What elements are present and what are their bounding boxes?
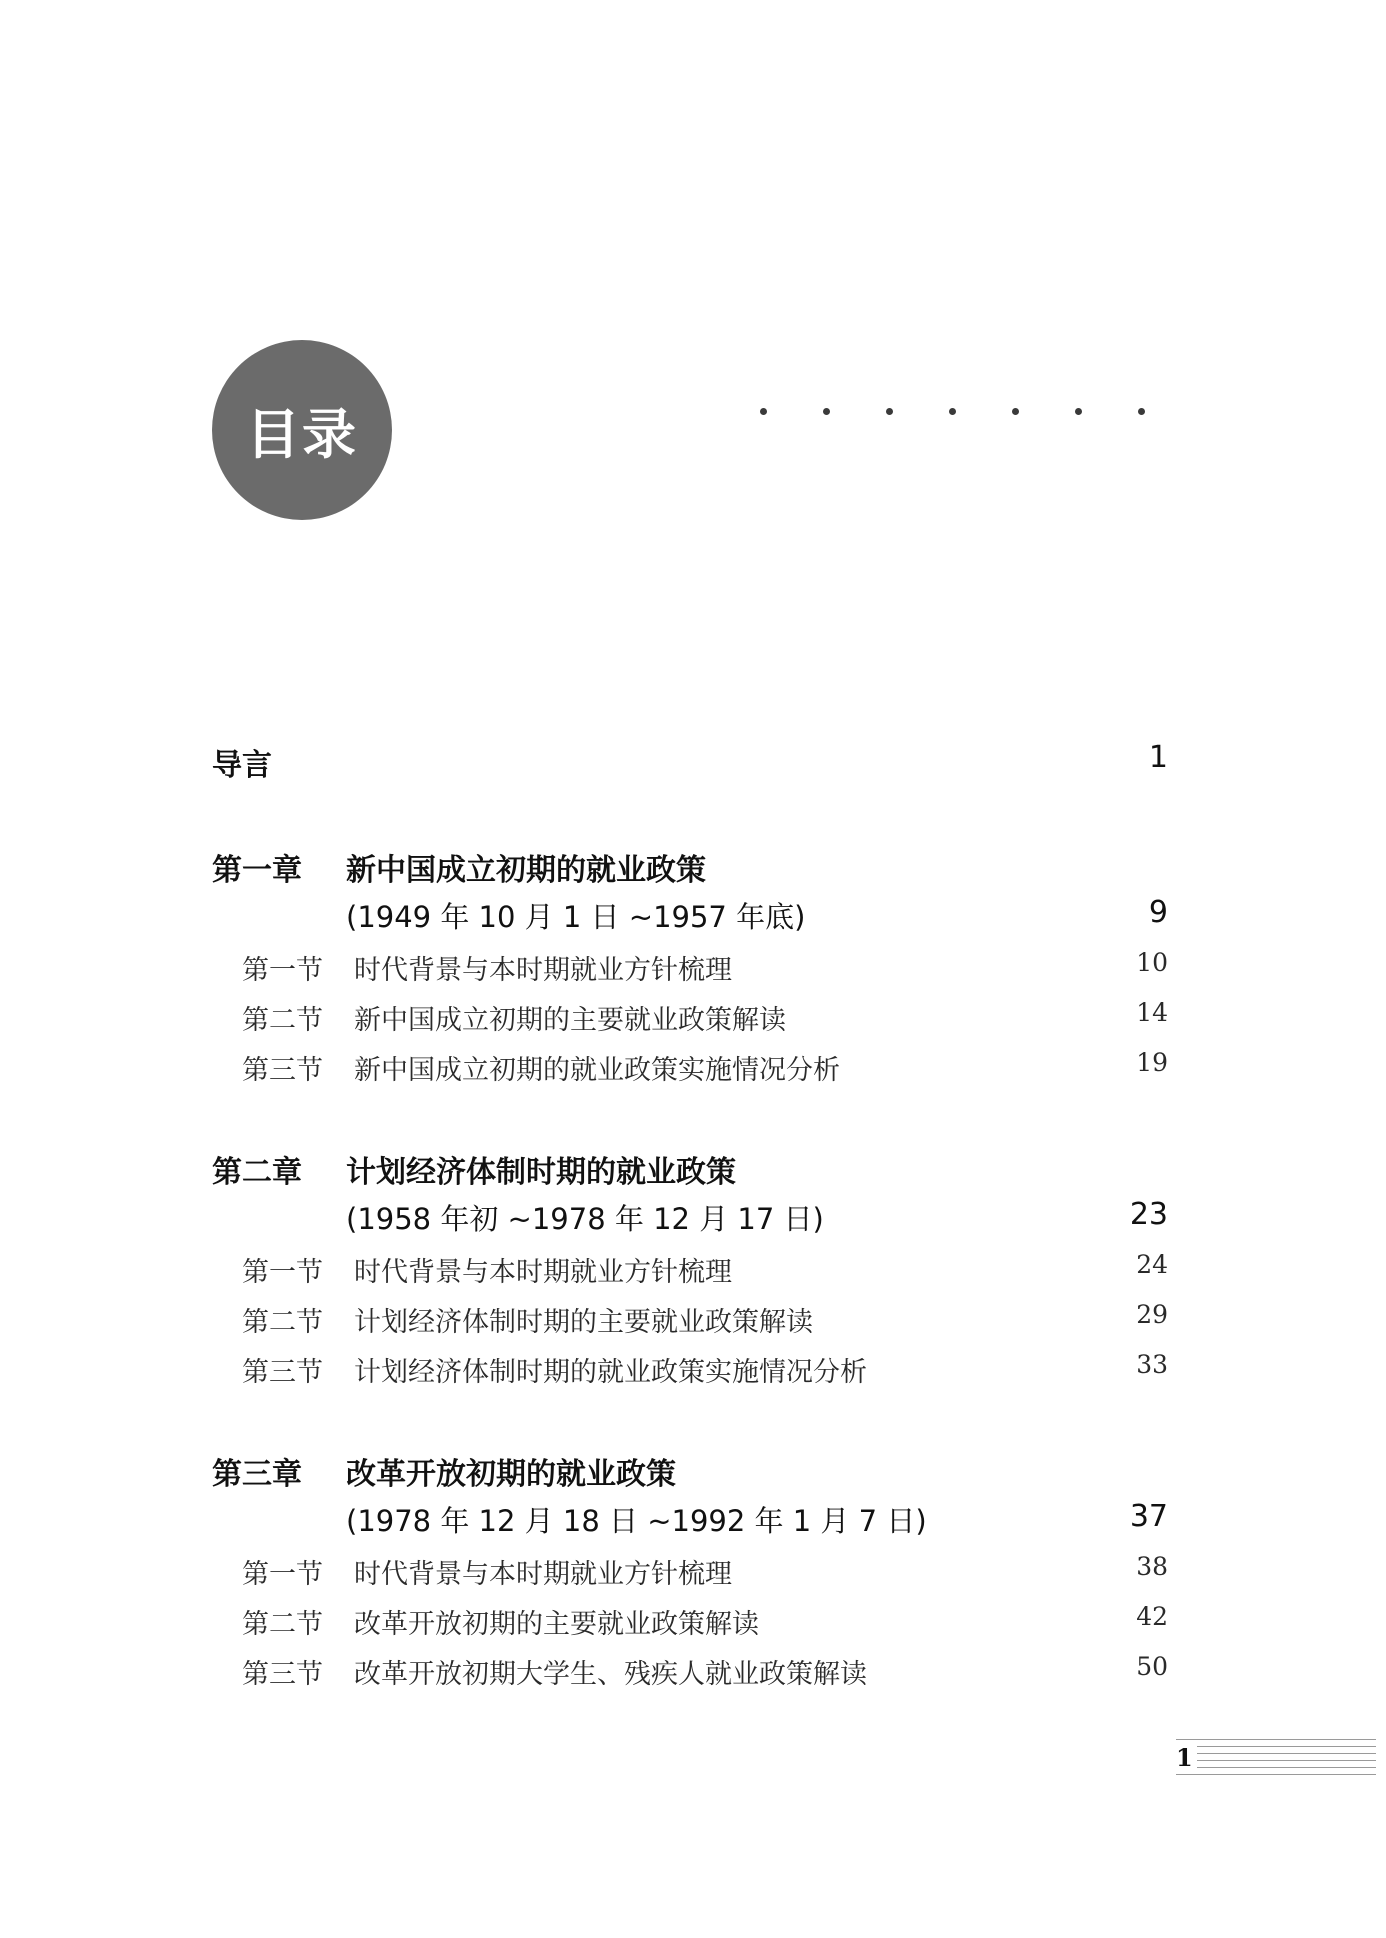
page-footer <box>1176 1737 1376 1777</box>
section-title: 新中国成立初期的主要就业政策解读 <box>354 1005 786 1036</box>
toc-title-badge <box>212 340 392 520</box>
section-label: 第一节 <box>242 955 323 986</box>
section-label: 第三节 <box>242 1055 323 1086</box>
section-page: 14 <box>1136 998 1168 1027</box>
section-label: 第一节 <box>242 1257 323 1288</box>
footer-rule <box>1176 1767 1376 1768</box>
section-page: 19 <box>1136 1048 1168 1077</box>
footer-rule <box>1176 1753 1376 1754</box>
section-title: 改革开放初期的主要就业政策解读 <box>354 1609 759 1640</box>
dot <box>1012 408 1019 415</box>
chapter-label: 第一章 <box>212 853 302 888</box>
intro-title: 导言 <box>212 748 272 783</box>
dot <box>1075 408 1082 415</box>
dot <box>760 408 767 415</box>
section-label: 第一节 <box>242 1559 323 1590</box>
dot <box>886 408 893 415</box>
section-label: 第三节 <box>242 1659 323 1690</box>
toc-title: 目录 <box>246 401 358 466</box>
section-page: 24 <box>1136 1250 1168 1279</box>
section-title: 时代背景与本时期就业方针梳理 <box>354 1257 732 1288</box>
dot <box>949 408 956 415</box>
chapter-title: 新中国成立初期的就业政策 <box>346 853 706 888</box>
chapter-page: 37 <box>1129 1499 1168 1534</box>
section-title: 时代背景与本时期就业方针梳理 <box>354 1559 732 1590</box>
chapter-page: 23 <box>1129 1197 1168 1232</box>
section-label: 第三节 <box>242 1357 323 1388</box>
footer-rule-lines <box>1176 1737 1376 1777</box>
dot <box>1138 408 1145 415</box>
section-label: 第二节 <box>242 1005 323 1036</box>
page-number: 1 <box>1176 1743 1197 1772</box>
decorative-dots <box>760 408 1160 428</box>
section-title: 计划经济体制时期的主要就业政策解读 <box>354 1307 813 1338</box>
chapter-label: 第三章 <box>212 1457 302 1492</box>
chapter-label: 第二章 <box>212 1155 302 1190</box>
section-page: 29 <box>1136 1300 1168 1329</box>
section-title: 计划经济体制时期的就业政策实施情况分析 <box>354 1357 867 1388</box>
section-title: 改革开放初期大学生、残疾人就业政策解读 <box>354 1659 867 1690</box>
section-page: 33 <box>1136 1350 1168 1379</box>
section-page: 42 <box>1136 1602 1168 1631</box>
section-title: 时代背景与本时期就业方针梳理 <box>354 955 732 986</box>
section-page: 38 <box>1136 1552 1168 1581</box>
footer-rule <box>1176 1739 1376 1740</box>
section-page: 10 <box>1136 948 1168 977</box>
footer-rule <box>1176 1774 1376 1775</box>
chapter-dates: (1949 年 10 月 1 日 ~1957 年底) <box>346 900 806 934</box>
section-page: 50 <box>1136 1652 1168 1681</box>
chapter-dates: (1978 年 12 月 18 日 ~1992 年 1 月 7 日) <box>346 1504 927 1538</box>
section-label: 第二节 <box>242 1307 323 1338</box>
chapter-dates: (1958 年初 ~1978 年 12 月 17 日) <box>346 1202 824 1236</box>
chapter-page: 9 <box>1148 895 1168 930</box>
dot <box>823 408 830 415</box>
section-label: 第二节 <box>242 1609 323 1640</box>
footer-rule <box>1176 1746 1376 1747</box>
intro-page: 1 <box>1148 740 1168 775</box>
footer-rule <box>1176 1760 1376 1761</box>
chapter-title: 计划经济体制时期的就业政策 <box>346 1155 736 1190</box>
section-title: 新中国成立初期的就业政策实施情况分析 <box>354 1055 840 1086</box>
chapter-title: 改革开放初期的就业政策 <box>346 1457 676 1492</box>
